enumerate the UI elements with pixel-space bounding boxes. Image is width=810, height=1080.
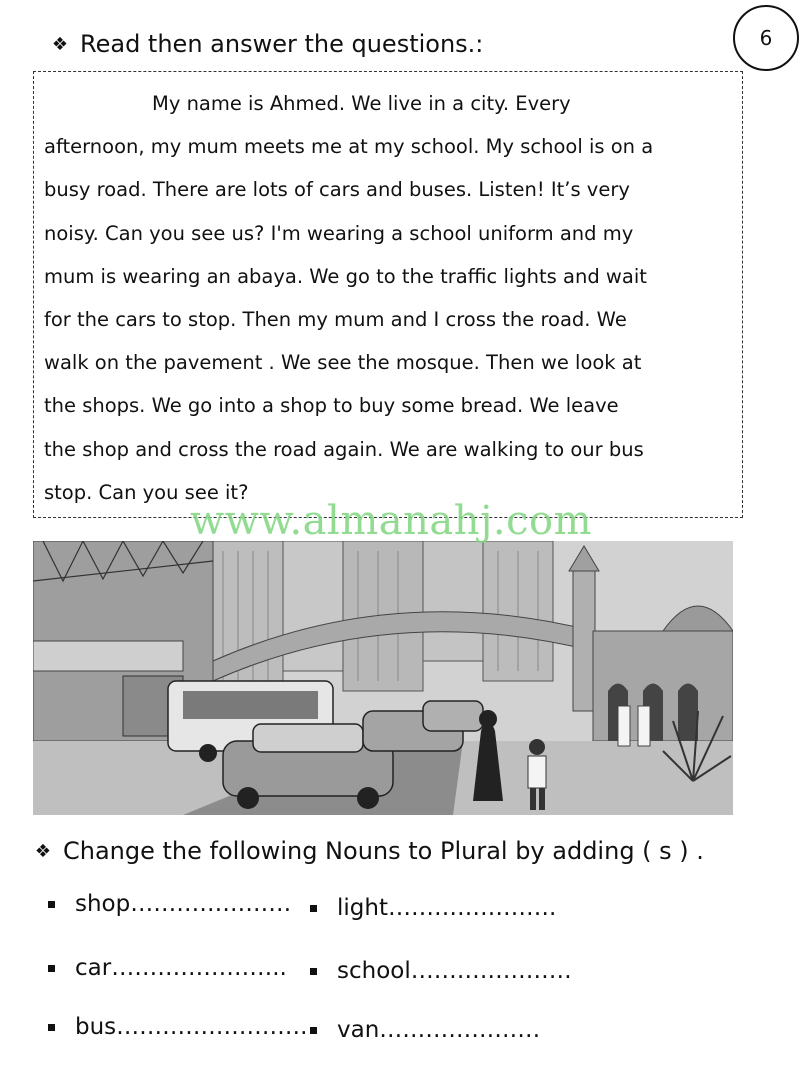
plural-item-text: bus…………………….	[75, 1014, 308, 1040]
plural-instruction-text: Change the following Nouns to Plural by adding ( s ) .	[63, 837, 704, 865]
plural-item-left	[48, 955, 287, 981]
watermark: www.almanahj.com	[190, 498, 593, 544]
passage-line: the shops. We go into a shop to buy some bread. We leave	[44, 394, 619, 418]
passage-line: for the cars to stop. Then my mum and I cross the road. We	[44, 308, 627, 332]
square-bullet-icon	[48, 965, 55, 972]
square-bullet-icon	[48, 901, 55, 908]
diamond-bullet-icon: ❖	[51, 33, 69, 55]
plural-item-text: light………………….	[337, 895, 557, 921]
passage-line: My name is Ahmed. We live in a city. Every	[152, 92, 571, 115]
plural-item-right	[310, 958, 572, 984]
page-number: 6	[733, 5, 799, 71]
city-street-illustration	[33, 541, 733, 815]
square-bullet-icon	[48, 1024, 55, 1031]
plural-item-right	[310, 895, 556, 921]
plural-item-text: van…………………	[337, 1017, 541, 1043]
passage-line: stop. Can you see it?	[44, 480, 249, 504]
plural-item-text: school…………………	[337, 958, 572, 984]
reading-instruction-text: Read then answer the questions.:	[80, 30, 484, 58]
passage-line: noisy. Can you see us? I'm wearing a school uniform and my	[44, 221, 634, 245]
plural-item-left	[48, 891, 291, 917]
passage-line: busy road. There are lots of cars and buses. Listen! It’s very	[44, 178, 630, 202]
square-bullet-icon	[310, 905, 317, 912]
plural-instruction	[33, 837, 704, 865]
passage-line: walk on the pavement . We see the mosque. Then we look at	[44, 351, 642, 375]
reading-passage	[44, 82, 734, 514]
square-bullet-icon	[310, 968, 317, 975]
square-bullet-icon	[310, 1027, 317, 1034]
diamond-bullet-icon: ❖	[34, 840, 52, 862]
passage-line: afternoon, my mum meets me at my school. My school is on a	[44, 135, 654, 159]
plural-item-left	[48, 1014, 307, 1040]
reading-instruction	[50, 30, 483, 58]
passage-line: mum is wearing an abaya. We go to the traffic lights and wait	[44, 264, 647, 288]
plural-item-text: shop…………………	[75, 891, 292, 917]
plural-item-text: car…………………..	[75, 955, 287, 981]
passage-line: the shop and cross the road again. We are walking to our bus	[44, 437, 644, 461]
plural-item-right	[310, 1017, 540, 1043]
